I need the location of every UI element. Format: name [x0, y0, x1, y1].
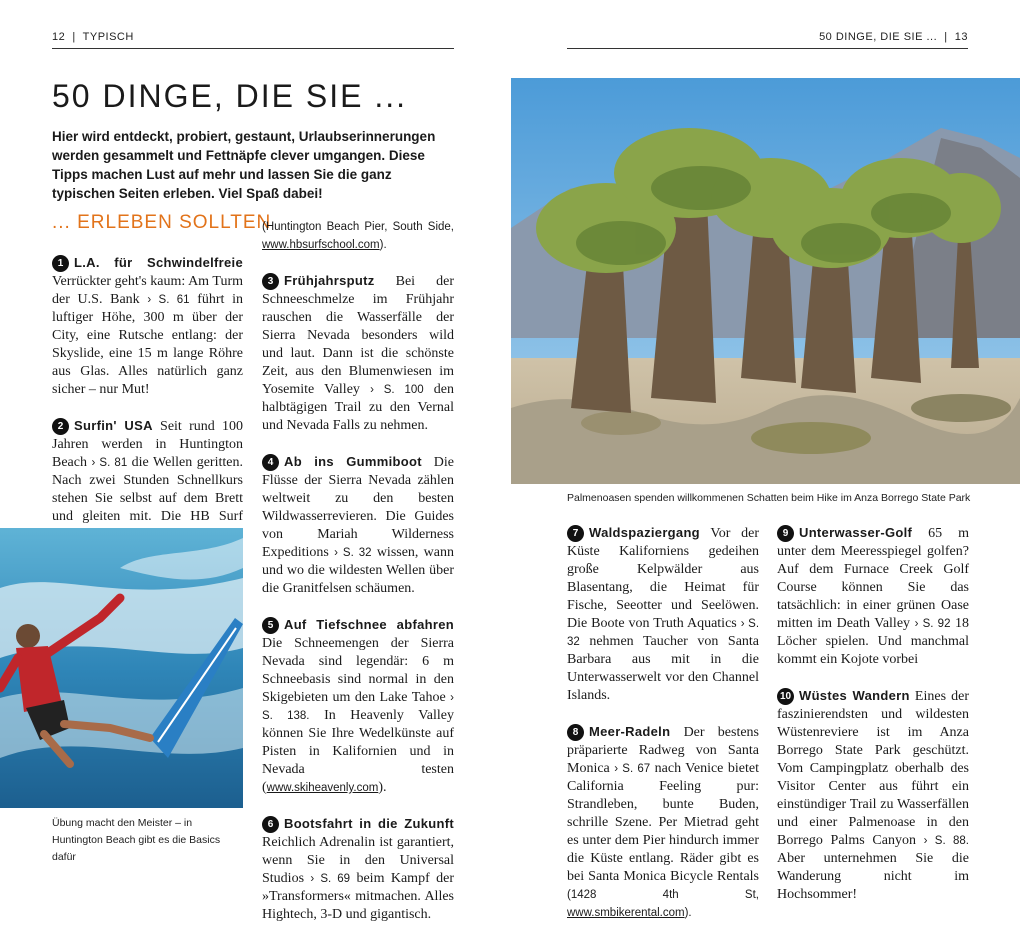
tip-text: Die Schneemengen der Sierra Nevada sind legendär: 6 m Schneebasis sind normal in den Skigebieten um den Lake Tahoe — [262, 636, 454, 705]
tip-number: 7 — [567, 525, 584, 542]
tip-text: Aber unternehmen Sie die Wanderung nicht im Hochsommer! — [777, 851, 969, 902]
page-ref: › S. 32 — [334, 547, 372, 559]
right-page-number: 13 — [954, 31, 968, 43]
tip-number: 9 — [777, 525, 794, 542]
tip-text: wissen, wann und wo die wildesten Wellen über die Granitfelsen schäumen. — [262, 545, 455, 596]
tip-number: 5 — [262, 617, 279, 634]
website-link[interactable]: www.skiheavenly.com — [266, 782, 379, 794]
tip-title: Auf Tiefschnee abfahren — [284, 617, 454, 632]
tip-3 — [262, 272, 454, 435]
right-section-label: 50 DINGE, DIE SIE ... — [819, 31, 938, 43]
page-title: 50 DINGE, DIE SIE ... — [52, 78, 407, 114]
tip-1 — [52, 254, 243, 399]
page-ref: › S. 32 — [567, 618, 760, 648]
tip-title: Meer-Radeln — [589, 724, 671, 739]
tip-title: Unterwasser-Golf — [799, 525, 913, 540]
tip-address: (Huntington Beach Pier, South Side, — [262, 221, 454, 233]
tip-text: In Heavenly Valley können Sie Ihre Wedelkünste auf Pisten in Kalifornien und in Nevada testen ( — [262, 708, 454, 795]
column-3 — [567, 524, 759, 940]
page-ref: › S. 69 — [310, 873, 351, 885]
tip-text: nehmen Taucher von Santa Barbara aus mit in die Unterwasserwelt vor den Channel Islands. — [567, 634, 760, 703]
column-4 — [777, 524, 969, 922]
tip-title: Waldspaziergang — [589, 525, 700, 540]
column-2 — [262, 218, 454, 942]
tip-text: ). — [379, 239, 387, 251]
page-ref: › S. 81 — [91, 457, 128, 469]
intro-text: Hier wird entdeckt, probiert, gestaunt, Urlaubserinnerungen werden gesammelt und Fettnäpfe clever umgangen. Diese Tipps machen Lust auf mehr und lassen Sie die ganz typischen Seiten erleben. Viel Spaß dabei! — [52, 129, 436, 201]
tip-6 — [262, 815, 454, 924]
page-ref: › S. 67 — [614, 763, 651, 775]
page-ref: › S. 100 — [370, 384, 424, 396]
tip-text: Bei der Schneeschmelze im Frühjahr rauschen die Wasserfälle der Sierra Nevada besonders wild und laut. Dann ist die schönste Zeit, aus den Blumenwiesen im Yosemite Valley — [262, 274, 454, 397]
tip-number: 3 — [262, 273, 279, 290]
tip-text: Reichlich Adrenalin ist garantiert, wenn Sie in den Universal Studios — [262, 835, 454, 886]
tip-title: Surfin' USA — [74, 418, 153, 433]
tip-number: 4 — [262, 454, 279, 471]
tip-text: beim Kampf der »Transformers« mitmachen. Alles Hightech, 3-D und gigantisch. — [262, 871, 454, 922]
tip-number: 1 — [52, 255, 69, 272]
page-ref: › S. 61 — [147, 294, 190, 306]
tip-address: (1428 4th St, — [567, 889, 759, 901]
section-title: ... ERLEBEN SOLLTEN — [52, 212, 272, 233]
tip-2-continued — [262, 218, 454, 254]
tip-2 — [52, 417, 243, 544]
surf-photo-caption: Übung macht den Meister – in Huntington Beach gibt es die Basics dafür — [52, 817, 221, 863]
tip-4 — [262, 453, 454, 598]
tip-title: Frühjahrsputz — [284, 273, 375, 288]
tip-title: Ab ins Gummiboot — [284, 454, 422, 469]
tip-text: nach Venice bietet California Feeling pur: Strandleben, bunte Buden, schrille Szene. Per Mietrad geht es unter dem Pier hindurch immer die Küste entlang. Räder gibt es bei Santa Monica Bicycle Rentals — [567, 761, 759, 884]
tip-10 — [777, 687, 969, 904]
tip-number: 6 — [262, 816, 279, 833]
tip-title: Wüstes Wandern — [799, 688, 910, 703]
tip-number: 2 — [52, 418, 69, 435]
tip-text: Vor der Küste Kaliforniens gedeihen große Kelpwälder aus Blasentang, die Heimat für Fische, Seeotter und Seelöwen. Die Boote von Truth Aquatics — [567, 526, 759, 631]
tip-text: Eines der faszinierendsten und wildesten Wüstenreviere ist im Anza Borrego State Park geschützt. Vom Campingplatz oberhalb des Visitor Center aus führt ein einstündiger Trail zu Wasserfällen und einer Palmenoase in den Borrego Palms Canyon — [777, 689, 970, 848]
website-link[interactable]: www.smbikerental.com — [567, 907, 685, 919]
tip-text: den halbtägigen Trail zu den Vernal und Nevada Falls zu nehmen. — [262, 382, 455, 433]
left-page-number: 12 — [52, 31, 66, 43]
surfer-photo — [0, 528, 243, 808]
tip-text: ). — [378, 780, 387, 795]
tip-text: Die Flüsse der Sierra Nevada zählen weltweit zu den besten Wildwasserrevieren. Die Guides von Mariah Wilderness Expeditions — [262, 455, 454, 560]
tip-9 — [777, 524, 969, 669]
tip-8 — [567, 723, 759, 922]
tip-5 — [262, 616, 454, 797]
tip-text: Der bestens präparierte Radweg von Santa Monica — [567, 725, 759, 776]
tip-text: führt in luftiger Höhe, 300 m über der City, eine Rutsche entlang: der Skyslide, eine 15 m lange Röhre aus Glas. Alles natürlich ganz sicher – nur Mut! — [52, 292, 244, 397]
palm-photo-caption: Palmenoasen spenden willkommenen Schatten beim Hike im Anza Borrego State Park — [567, 492, 971, 504]
tip-number: 10 — [777, 688, 794, 705]
tip-text: die Wellen geritten. Nach zwei Stunden Schnellkurs stehen Sie selbst auf dem Brett und gleiten mit. Die HB Surf — [52, 455, 243, 524]
tip-text: Verrückter geht's kaum: Am Turm der U.S. Bank — [52, 274, 243, 307]
left-page-header: 12 | TYPISCH — [52, 31, 134, 43]
website-link[interactable]: www.hbsurfschool.com — [262, 239, 380, 251]
tip-7 — [567, 524, 759, 705]
tip-number: 8 — [567, 724, 584, 741]
tip-text: ). — [684, 907, 692, 919]
tip-text: 65 m unter dem Meeresspiegel golfen? Auf dem Furnace Creek Golf Course können Sie das tatsächlich: in einer grünen Oase mitten im Death Valley — [777, 526, 969, 631]
palm-oasis-photo — [511, 78, 1020, 484]
right-page-header: 50 DINGE, DIE SIE ... | 13 — [819, 31, 968, 43]
column-1 — [52, 254, 243, 562]
tip-title: Bootsfahrt in die Zukunft — [284, 816, 454, 831]
tip-title: L.A. für Schwindelfreie — [74, 255, 243, 270]
tip-text: 18 Löcher spielen. Und manchmal kommt ein Kojote vorbei — [777, 616, 969, 667]
page-ref: › S. 92 — [914, 618, 951, 630]
page-ref: › S. 88. — [923, 835, 970, 847]
right-header-rule — [567, 48, 968, 49]
tip-text: Seit rund 100 Jahren werden in Huntington Beach — [52, 419, 243, 470]
left-section-label: TYPISCH — [82, 31, 134, 43]
page-ref: › S. 138. — [262, 692, 455, 722]
left-header-rule — [52, 48, 454, 49]
